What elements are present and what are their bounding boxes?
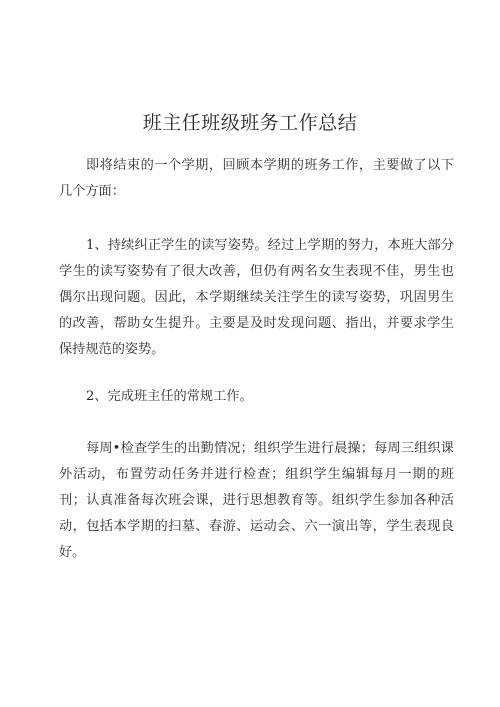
paragraph-routine-details: 每周•检查学生的出勤情况；组织学生进行晨操；每周三组织课外活动，布置劳动任务并进行检查；组织学生编辑每月一期的班刊；认真准备每次班会课，进行思想教育等。组织学生参加各种活动，包括本学期的扫墓、春游、运动会、六一演出等，学生表现良好。 [59,441,454,560]
intro-paragraph: 即将结束的一个学期，回顾本学期的班务工作，主要做了以下几个方面： [59,158,454,199]
paragraph-routine-heading: 2、完成班主任的常规工作。 [86,389,253,404]
document-title: 班主任班级班务工作总结 [142,111,358,134]
paragraph-reading-posture: 1、持续纠正学生的读写姿势。经过上学期的努力，本班大部分学生的读写姿势有了很大改善，但仍有两名女生表现不佳，男生也偶尔出现问题。因此，本学期继续关注学生的读写姿势，巩固男生的改善，帮助女生提升。主要是及时发现问题、指出，并要求学生保持规范的姿势。 [59,238,454,357]
